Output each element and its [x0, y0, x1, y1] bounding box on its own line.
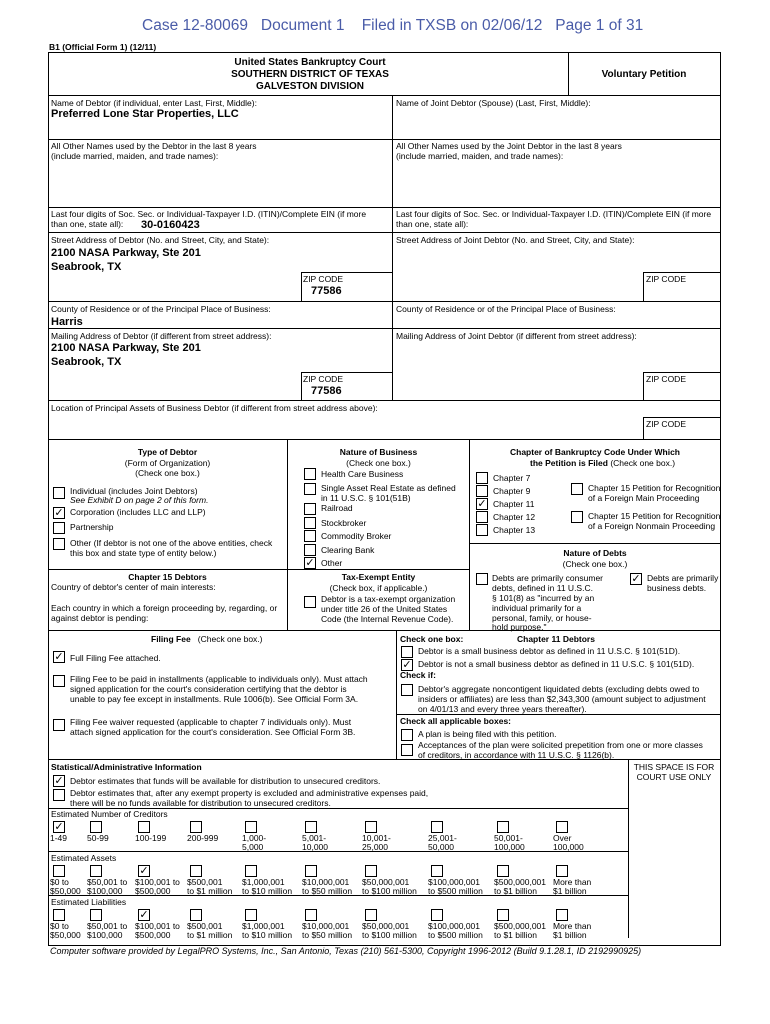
individual-label-2: See Exhibit D on page 2 of this form. — [70, 495, 209, 505]
voluntary-petition-title: Voluntary Petition — [601, 69, 687, 80]
debtor-name: Preferred Lone Star Properties, LLC — [51, 108, 239, 120]
assets-option-label: $500,001 — [187, 877, 223, 887]
stockbroker-label: Stockbroker — [321, 518, 367, 528]
joint-county-label: County of Residence or of the Principal Place of Business: — [396, 304, 616, 314]
joint-other-names-label: All Other Names used by the Joint Debtor in the last 8 years — [396, 141, 622, 151]
joint-name-label: Name of Joint Debtor (Spouse) (Last, First, Middle): — [396, 98, 591, 108]
creditors-label: Estimated Number of Creditors — [51, 809, 168, 819]
creditors-option-label: 50,001- — [494, 833, 523, 843]
corporation-label: Corporation (includes LLC and LLP) — [70, 507, 206, 517]
other-business-label: Other — [321, 558, 343, 568]
chapter-11-checkbox[interactable]: ✓ — [477, 498, 487, 510]
assets-option-checkbox[interactable] — [305, 865, 317, 877]
assets-option-label: $1,000,001 — [242, 877, 285, 887]
aggregate-debts-line-2: insiders or affiliates) are less than $2,343,300 (amount subject to adjustment — [418, 694, 706, 704]
other-entity-label-2: this box and state type of entity below.) — [70, 548, 217, 558]
assets-option-checkbox[interactable] — [53, 865, 65, 877]
assets-option-label: $50,000 — [50, 886, 81, 896]
creditors-option-label: 100,000 — [553, 842, 584, 852]
assets-option-label: $50,000,001 — [362, 877, 410, 887]
creditors-option-checkbox[interactable] — [431, 821, 443, 833]
other-business-checkbox[interactable]: ✓ — [305, 557, 315, 569]
assets-option-checkbox[interactable] — [245, 865, 257, 877]
liabilities-option-checkbox[interactable] — [245, 909, 257, 921]
liabilities-label: Estimated Liabilities — [51, 897, 127, 907]
form-id: B1 (Official Form 1) (12/11) — [49, 42, 157, 52]
zip-code: 77586 — [311, 285, 342, 297]
liabilities-option-label: More than — [553, 921, 592, 931]
aggregate-debts-line-3: on 4/01/13 and every three years thereafter). — [418, 704, 587, 714]
chapter-11-label: Chapter 11 — [493, 499, 535, 509]
joint-ssn-label: Last four digits of Soc. Sec. or Individual-Taxpayer I.D. (ITIN)/Complete EIN (if more — [396, 209, 712, 219]
creditors-option-label: 25,000 — [362, 842, 388, 852]
assets-option-checkbox[interactable] — [190, 865, 202, 877]
debtor-ein: 30-0160423 — [141, 219, 200, 231]
individual-label: Individual (includes Joint Debtors) — [70, 486, 198, 496]
debts-title: Nature of Debts — [563, 548, 627, 558]
liabilities-option-checkbox[interactable] — [90, 909, 102, 921]
liabilities-option-checkbox[interactable] — [53, 909, 65, 921]
other-entity-label: Other (If debtor is not one of the above entities, check — [70, 538, 273, 548]
zip-label: ZIP CODE — [303, 274, 343, 284]
creditors-option-checkbox[interactable] — [190, 821, 202, 833]
joint-ssn-label-2: than one, state all): — [396, 219, 469, 229]
assets-option-label: $100,000 — [87, 886, 123, 896]
ch11-check-all: Check all applicable boxes: — [400, 716, 512, 726]
assets-option-label: to $100 million — [362, 886, 417, 896]
creditors-option-label: 5,000 — [242, 842, 264, 852]
assets-option-label: $500,000 — [135, 886, 171, 896]
health-care-checkbox[interactable] — [304, 468, 316, 480]
chapter-7-checkbox[interactable] — [476, 472, 488, 484]
joint-zip-label: ZIP CODE — [646, 274, 686, 284]
court-use-1: THIS SPACE IS FOR — [633, 762, 715, 772]
assets-option-checkbox[interactable]: ✓ — [139, 865, 149, 877]
single-asset-label: Single Asset Real Estate as defined — [321, 483, 456, 493]
creditors-option-label: 50-99 — [87, 833, 109, 843]
mailing-label: Mailing Address of Debtor (if different from street address): — [51, 331, 272, 341]
assets-option-checkbox[interactable] — [365, 865, 377, 877]
type-of-debtor-sub1: (Form of Organization) — [124, 458, 211, 468]
joint-other-names-label-2: (include married, maiden, and trade names): — [396, 151, 564, 161]
assets-option-label: to $50 million — [302, 886, 353, 896]
liabilities-option-checkbox[interactable] — [431, 909, 443, 921]
court-district: SOUTHERN DISTRICT OF TEXAS — [231, 69, 389, 80]
business-debts-checkbox[interactable]: ✓ — [631, 573, 641, 585]
consumer-debts-line-6: hold purpose." — [492, 622, 547, 632]
single-asset-checkbox[interactable] — [304, 483, 316, 495]
liabilities-option-label: to $50 million — [302, 930, 353, 940]
liabilities-option-label: $500,000 — [135, 930, 171, 940]
no-funds-checkbox[interactable] — [53, 789, 65, 801]
assets-option-label: $100,001 to — [135, 877, 180, 887]
assets-option-label: $0 to — [50, 877, 69, 887]
chapter-15-main-label-2: of a Foreign Main Proceeding — [588, 493, 700, 503]
mailing-zip-code: 77586 — [311, 385, 342, 397]
chapter-13-checkbox[interactable] — [476, 524, 488, 536]
location-label: Location of Principal Assets of Business Debtor (if different from street address above): — [51, 403, 378, 413]
small-business-label: Debtor is a small business debtor as defined in 11 U.S.C. § 101(51D). — [418, 646, 681, 656]
liabilities-option-checkbox[interactable] — [365, 909, 377, 921]
tax-exempt-title: Tax-Exempt Entity — [341, 572, 416, 582]
assets-option-label: $10,000,001 — [302, 877, 350, 887]
plan-filed-checkbox[interactable] — [401, 729, 413, 741]
joint-mailing-zip-label: ZIP CODE — [646, 374, 686, 384]
ssn-label: Last four digits of Soc. Sec. or Individual-Taxpayer I.D. (ITIN)/Complete EIN (if more — [51, 209, 367, 219]
liabilities-option-label: to $1 million — [187, 930, 233, 940]
railroad-label: Railroad — [321, 503, 353, 513]
creditors-option-label: 100-199 — [135, 833, 167, 843]
chapter-15-nonmain-label: Chapter 15 Petition for Recognition — [588, 511, 721, 521]
county-label: County of Residence or of the Principal Place of Business: — [51, 304, 271, 314]
installments-line-1: Filing Fee to be paid in installments (applicable to individuals only). Must attach — [70, 674, 368, 684]
tax-exempt-line-1: Debtor is a tax-exempt organization — [321, 594, 456, 604]
street-line-1: 2100 NASA Parkway, Ste 201 — [51, 247, 201, 259]
tax-exempt-line-3: Code (the Internal Revenue Code). — [321, 614, 454, 624]
mailing-zip-label: ZIP CODE — [303, 374, 343, 384]
liabilities-option-label: $500,000,001 — [494, 921, 546, 931]
street-line-2: Seabrook, TX — [51, 261, 122, 273]
assets-option-label: $100,000,001 — [428, 877, 480, 887]
case-banner: Case 12-80069 Document 1 Filed in TXSB on 02/06/12 Page 1 of 31 — [142, 17, 644, 34]
chapter-15-nonmain-checkbox[interactable] — [571, 511, 583, 523]
debtor-name-label: Name of Debtor (if individual, enter Last, First, Middle): — [51, 98, 257, 108]
creditors-option-checkbox[interactable] — [245, 821, 257, 833]
funds-available-checkbox[interactable]: ✓ — [54, 775, 64, 787]
liabilities-option-label: $500,001 — [187, 921, 223, 931]
mailing-line-2: Seabrook, TX — [51, 356, 122, 368]
street-label: Street Address of Debtor (No. and Street, City, and State): — [51, 235, 270, 245]
nature-title: Nature of Business — [339, 447, 418, 457]
chapter-7-label: Chapter 7 — [493, 473, 531, 483]
debts-sub: (Check one box.) — [562, 559, 628, 569]
creditors-option-label: 1,000- — [242, 833, 267, 843]
liabilities-option-checkbox[interactable] — [556, 909, 568, 921]
chapter-title: Chapter of Bankruptcy Code Under Which — [509, 447, 680, 457]
joint-mailing-label: Mailing Address of Joint Debtor (if different from street address): — [396, 331, 637, 341]
fee-waiver-line-1: Filing Fee waiver requested (applicable to chapter 7 individuals only). Must — [70, 717, 352, 727]
creditors-option-checkbox[interactable]: ✓ — [54, 821, 64, 833]
railroad-checkbox[interactable] — [304, 503, 316, 515]
creditors-option-checkbox[interactable] — [556, 821, 568, 833]
creditors-option-label: 200-999 — [187, 833, 219, 843]
other-names-label-2: (include married, maiden, and trade names): — [51, 151, 219, 161]
other-entity-checkbox[interactable] — [53, 538, 65, 550]
clearing-bank-label: Clearing Bank — [321, 545, 375, 555]
chapter-13-label: Chapter 13 — [493, 525, 536, 535]
liabilities-option-label: $50,000,001 — [362, 921, 410, 931]
funds-available-label: Debtor estimates that funds will be available for distribution to unsecured creditors. — [70, 776, 381, 786]
business-debts-line-1: Debts are primarily — [647, 573, 719, 583]
other-names-label: All Other Names used by the Debtor in the last 8 years — [51, 141, 257, 151]
liabilities-option-label: $50,001 to — [87, 921, 128, 931]
liabilities-option-label: $0 to — [50, 921, 69, 931]
court-name: United States Bankruptcy Court — [234, 57, 386, 68]
assets-option-checkbox[interactable] — [431, 865, 443, 877]
type-of-debtor-title: Type of Debtor — [137, 447, 198, 457]
no-funds-line-1: Debtor estimates that, after any exempt property is excluded and administrative expenses paid, — [70, 788, 429, 798]
assets-option-label: to $500 million — [428, 886, 483, 896]
acceptances-line-1: Acceptances of the plan were solicited prepetition from one or more classes — [418, 740, 703, 750]
creditors-option-label: 100,000 — [494, 842, 525, 852]
ch11-title: Chapter 11 Debtors — [517, 634, 595, 644]
plan-filed-label: A plan is being filed with this petition. — [418, 729, 557, 739]
not-small-business-label: Debtor is not a small business debtor as defined in 11 U.S.C. § 101(51D). — [418, 659, 695, 669]
nature-sub: (Check one box.) — [346, 458, 411, 468]
joint-street-label: Street Address of Joint Debtor (No. and Street, City, and State): — [396, 235, 635, 245]
creditors-option-label: 25,001- — [428, 833, 457, 843]
ch11-check-if: Check if: — [400, 670, 436, 680]
creditors-option-checkbox[interactable] — [305, 821, 317, 833]
corporation-checkbox[interactable]: ✓ — [54, 507, 64, 519]
ch15-country-label-2: against debtor is pending: — [51, 613, 149, 623]
creditors-option-checkbox[interactable] — [138, 821, 150, 833]
acceptances-line-2: of creditors, in accordance with 11 U.S.C. § 1126(b). — [418, 750, 615, 760]
chapter-12-label: Chapter 12 — [493, 512, 536, 522]
tax-exempt-sub: (Check box, if applicable.) — [329, 583, 428, 593]
assets-option-checkbox[interactable] — [497, 865, 509, 877]
aggregate-debts-line-1: Debtor's aggregate noncontigent liquidated debts (excluding debts owed to — [418, 684, 700, 694]
assets-option-label: to $1 million — [187, 886, 233, 896]
fee-waiver-line-2: attach signed application for the court's consideration. See Official Form 3B. — [70, 727, 356, 737]
chapter-15-main-checkbox[interactable] — [571, 483, 583, 495]
assets-option-label: to $1 billion — [494, 886, 538, 896]
assets-option-label: $1 billion — [553, 886, 587, 896]
liabilities-option-label: to $100 million — [362, 930, 417, 940]
liabilities-option-label: $100,000,001 — [428, 921, 480, 931]
type-of-debtor-sub2: (Check one box.) — [135, 468, 200, 478]
location-zip-label: ZIP CODE — [646, 419, 686, 429]
liabilities-option-label: $10,000,001 — [302, 921, 350, 931]
chapter-9-label: Chapter 9 — [493, 486, 531, 496]
mailing-line-1: 2100 NASA Parkway, Ste 201 — [51, 342, 201, 354]
not-small-business-checkbox[interactable]: ✓ — [402, 659, 412, 671]
commodity-broker-checkbox[interactable] — [304, 530, 316, 542]
chapter-15-nonmain-label-2: of a Foreign Nonmain Proceeding — [588, 521, 716, 531]
ch15-title: Chapter 15 Debtors — [128, 572, 207, 582]
ssn-label-2: than one, state all): — [51, 219, 124, 229]
chapter-title-2: the Petition is Filed — [530, 458, 608, 468]
liabilities-option-label: to $1 billion — [494, 930, 538, 940]
ch11-check-one: Check one box: — [400, 634, 464, 644]
clearing-bank-checkbox[interactable] — [304, 544, 316, 556]
full-fee-checkbox[interactable]: ✓ — [54, 651, 64, 663]
liabilities-option-label: $50,000 — [50, 930, 81, 940]
liabilities-option-checkbox[interactable] — [190, 909, 202, 921]
stockbroker-checkbox[interactable] — [304, 517, 316, 529]
chapter-check-one: (Check one box.) — [610, 458, 676, 468]
court-division: GALVESTON DIVISION — [256, 81, 364, 92]
liabilities-option-label: to $10 million — [242, 930, 293, 940]
individual-checkbox[interactable] — [53, 487, 65, 499]
no-funds-line-2: there will be no funds available for distribution to unsecured creditors. — [70, 798, 331, 808]
creditors-option-checkbox[interactable] — [90, 821, 102, 833]
assets-option-checkbox[interactable] — [90, 865, 102, 877]
assets-option-label: to $10 million — [242, 886, 293, 896]
full-fee-label: Full Filing Fee attached. — [70, 653, 161, 663]
acceptances-checkbox[interactable] — [401, 744, 413, 756]
assets-option-label: More than — [553, 877, 592, 887]
liabilities-option-checkbox[interactable] — [305, 909, 317, 921]
business-debts-line-2: business debts. — [647, 583, 707, 593]
stat-title: Statistical/Administrative Information — [51, 762, 202, 772]
liabilities-option-checkbox[interactable]: ✓ — [139, 909, 149, 921]
tax-exempt-checkbox[interactable] — [304, 596, 316, 608]
installments-line-2: signed application for the court's consideration certifying that the debtor is — [70, 684, 347, 694]
health-care-label: Health Care Business — [321, 469, 404, 479]
consumer-debts-checkbox[interactable] — [476, 573, 488, 585]
small-business-checkbox[interactable] — [401, 646, 413, 658]
chapter-12-checkbox[interactable] — [476, 511, 488, 523]
chapter-15-main-label: Chapter 15 Petition for Recognition — [588, 483, 721, 493]
filing-fee-title: Filing Fee — [151, 634, 191, 644]
creditors-option-checkbox[interactable] — [497, 821, 509, 833]
creditors-option-label: Over — [553, 833, 572, 843]
liabilities-option-label: $100,000 — [87, 930, 123, 940]
assets-option-checkbox[interactable] — [556, 865, 568, 877]
county: Harris — [51, 316, 83, 328]
single-asset-label-2: in 11 U.S.C. § 101(51B) — [321, 493, 411, 503]
filing-fee-sub: (Check one box.) — [197, 634, 263, 644]
creditors-option-label: 5,001- — [302, 833, 327, 843]
fee-waiver-checkbox[interactable] — [53, 719, 65, 731]
court-use-2: COURT USE ONLY — [636, 772, 712, 782]
liabilities-option-label: $1,000,001 — [242, 921, 285, 931]
partnership-checkbox[interactable] — [53, 522, 65, 534]
creditors-option-label: 50,000 — [428, 842, 454, 852]
liabilities-option-checkbox[interactable] — [497, 909, 509, 921]
consumer-debts-line-5: personal, family, or house- — [492, 613, 592, 623]
consumer-debts-line-1: Debts are primarily consumer — [492, 573, 604, 583]
partnership-label: Partnership — [70, 522, 114, 532]
liabilities-option-label: $100,001 to — [135, 921, 180, 931]
liabilities-option-label: $1 billion — [553, 930, 587, 940]
assets-option-label: $500,000,001 — [494, 877, 546, 887]
creditors-option-label: 10,001- — [362, 833, 391, 843]
chapter-9-checkbox[interactable] — [476, 485, 488, 497]
consumer-debts-line-3: § 101(8) as "incurred by an — [492, 593, 595, 603]
footer-text: Computer software provided by LegalPRO Systems, Inc., San Antonio, Texas (210) 561-5300, Copyright 1996-2012 (Build 9.1.28.1, ID 2192990925) — [50, 946, 642, 956]
tax-exempt-line-2: under title 26 of the United States — [321, 604, 448, 614]
assets-label: Estimated Assets — [51, 853, 117, 863]
liabilities-option-label: to $500 million — [428, 930, 483, 940]
consumer-debts-line-2: debts, defined in 11 U.S.C. — [492, 583, 593, 593]
creditors-option-label: 10,000 — [302, 842, 328, 852]
creditors-option-label: 1-49 — [50, 833, 68, 843]
creditors-option-checkbox[interactable] — [365, 821, 377, 833]
assets-option-label: $50,001 to — [87, 877, 128, 887]
installments-line-3: unable to pay fee except in installments. Rule 1006(b). See Official Form 3A. — [70, 694, 359, 704]
aggregate-debts-checkbox[interactable] — [401, 684, 413, 696]
consumer-debts-line-4: individual primarily for a — [492, 603, 582, 613]
installments-checkbox[interactable] — [53, 675, 65, 687]
ch15-center-label: Country of debtor's center of main interests: — [51, 582, 216, 592]
commodity-broker-label: Commodity Broker — [321, 531, 392, 541]
ch15-country-label: Each country in which a foreign proceeding by, regarding, or — [51, 603, 278, 613]
